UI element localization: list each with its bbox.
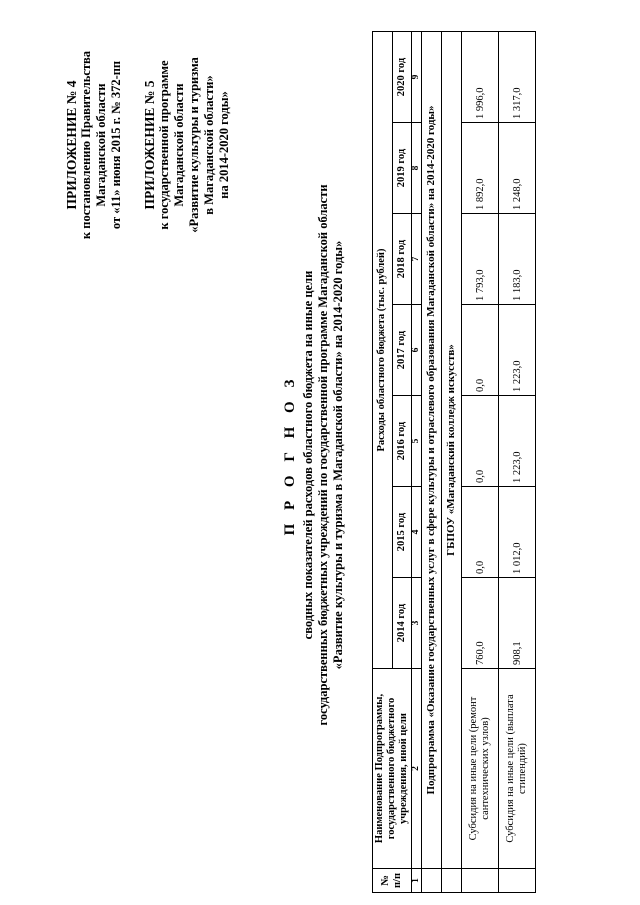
- column-number: 9: [412, 32, 422, 123]
- institution-title: ГБПОУ «Магаданский колледж искусств»: [442, 32, 462, 869]
- row-name: Субсидия на иные цели (выплата стипендий): [499, 669, 536, 869]
- row-value: 760,0: [462, 578, 499, 669]
- header-year: 2020 год: [392, 32, 412, 123]
- column-number: 7: [412, 214, 422, 305]
- annex-4-heading: ПРИЛОЖЕНИЕ № 4: [64, 80, 79, 210]
- row-value: 1 317,0: [499, 32, 536, 123]
- row-name: Субсидия на иные цели (ремонт сантехнических узлов): [462, 669, 499, 869]
- document-subtitle-line: сводных показателей расходов областного бюджета на иные цели: [301, 270, 315, 640]
- column-numbers-row: [412, 32, 422, 893]
- header-year: 2016 год: [392, 396, 412, 487]
- row-value: 0,0: [462, 396, 499, 487]
- column-number: 5: [412, 396, 422, 487]
- annex-5-line: к государственной программе: [157, 60, 171, 230]
- column-number: 1: [412, 869, 422, 893]
- column-number: 6: [412, 305, 422, 396]
- column-number: 2: [412, 669, 422, 869]
- header-year: 2017 год: [392, 305, 412, 396]
- row-value: 1 223,0: [499, 305, 536, 396]
- header-year: 2014 год: [392, 578, 412, 669]
- annex-5-line: Магаданской области: [172, 83, 186, 207]
- document-title: П Р О Г Н О З: [282, 374, 298, 536]
- document-subtitle-line: государственных бюджетных учреждений по государственной программе Магаданской области: [316, 184, 330, 726]
- subprogram-row: [422, 32, 442, 893]
- annex-5-heading: ПРИЛОЖЕНИЕ № 5: [142, 80, 157, 210]
- column-number: 3: [412, 578, 422, 669]
- document-subtitle-line: «Развитие культуры и туризма в Магаданской области» на 2014-2020 годы»: [331, 240, 345, 670]
- header-number: № п/п: [373, 869, 412, 893]
- header-name: Наименование Подпрограммы, государственного бюджетного учреждения, иной цели: [373, 669, 412, 869]
- row-value: 0,0: [462, 305, 499, 396]
- row-value: 1 248,0: [499, 123, 536, 214]
- row-value: 1 223,0: [499, 396, 536, 487]
- annex-4-block: [64, 25, 124, 265]
- row-value: 0,0: [462, 487, 499, 578]
- budget-forecast-table: [372, 31, 536, 893]
- row-number: [499, 869, 536, 893]
- subprogram-title: Подпрограмма «Оказание государственных услуг в сфере культуры и отраслевого образования Магаданской области» на 2014-2020 годы»: [422, 32, 442, 869]
- annex-5-line: в Магаданской области»: [202, 75, 216, 215]
- annex-4-line: к постановлению Правительства: [79, 50, 93, 240]
- row-value: 1 996,0: [462, 32, 499, 123]
- row-value: 908,1: [499, 578, 536, 669]
- row-value: 1 012,0: [499, 487, 536, 578]
- annex-5-line: на 2014-2020 годы»: [217, 91, 231, 199]
- header-year: 2015 год: [392, 487, 412, 578]
- row-value: 1 183,0: [499, 214, 536, 305]
- row-value: 1 892,0: [462, 123, 499, 214]
- column-number: 4: [412, 487, 422, 578]
- annex-5-line: «Развитие культуры и туризма: [187, 57, 201, 233]
- header-expenses-group: Расходы областного бюджета (тыс. рублей): [373, 32, 393, 669]
- annex-5-block: [142, 25, 232, 265]
- row-number: [462, 869, 499, 893]
- annex-4-line: Магаданской области: [94, 83, 108, 207]
- annex-4-line: от «11» июня 2015 г. № 372-пп: [109, 60, 123, 230]
- row-value: 1 793,0: [462, 214, 499, 305]
- header-year: 2019 год: [392, 123, 412, 214]
- header-year: 2018 год: [392, 214, 412, 305]
- institution-row: [442, 32, 462, 893]
- column-number: 8: [412, 123, 422, 214]
- table-row: [462, 32, 499, 893]
- table-row: [499, 32, 536, 893]
- document-title-block: [282, 55, 346, 855]
